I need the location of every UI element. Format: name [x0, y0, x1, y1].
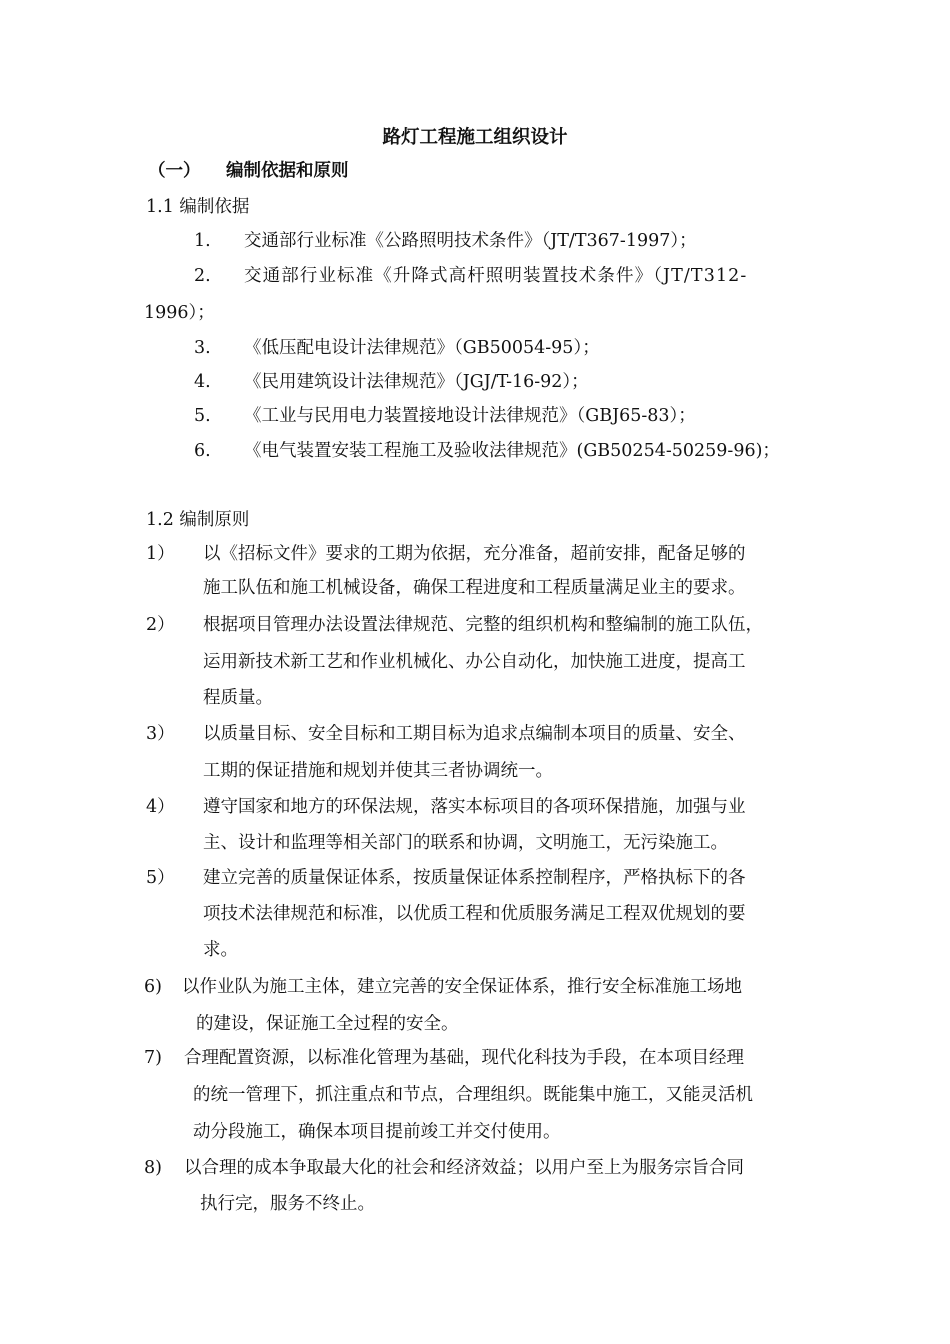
principle-number: 1）	[146, 544, 175, 564]
principle-line: 以合理的成本争取最大化的社会和经济效益；以用户至上为服务宗旨合同	[184, 1158, 744, 1178]
ref-text-continued: 1996）；	[144, 303, 215, 323]
principle-line: 以作业队为施工主体，建立完善的安全保证体系，推行安全标准施工场地	[182, 977, 742, 997]
section-heading: 编制依据和原则	[226, 161, 349, 181]
ref-number: 1.	[194, 231, 211, 251]
principle-line: 根据项目管理办法设置法律规范、完整的组织机构和整编制的施工队伍，	[203, 615, 763, 635]
principle-number: 6)	[144, 977, 162, 997]
principle-number: 5）	[146, 868, 175, 888]
principle-line: 遵守国家和地方的环保法规，落实本标项目的各项环保措施，加强与业	[203, 797, 746, 817]
principle-line: 运用新技术新工艺和作业机械化、办公自动化，加快施工进度，提高工	[203, 652, 746, 672]
principle-number: 8)	[144, 1158, 162, 1178]
ref-number: 4.	[194, 372, 211, 392]
principle-number: 3）	[146, 724, 175, 744]
principle-line: 工期的保证措施和规划并使其三者协调统一。	[203, 761, 553, 781]
principle-line: 程质量。	[203, 688, 273, 708]
principle-number: 4）	[146, 797, 175, 817]
ref-text: 《民用建筑设计法律规范》（JGJ/T-16-92）；	[244, 372, 589, 392]
principle-line: 项技术法律规范和标准，以优质工程和优质服务满足工程双优规划的要	[203, 904, 746, 924]
principle-line: 以质量目标、安全目标和工期目标为追求点编制本项目的质量、安全、	[203, 724, 746, 744]
document-title: 路灯工程施工组织设计	[382, 127, 568, 148]
principle-line: 的建设，保证施工全过程的安全。	[196, 1014, 459, 1034]
principle-line: 的统一管理下，抓注重点和节点，合理组织。既能集中施工，又能灵活机	[193, 1085, 753, 1105]
ref-text: 《电气装置安装工程施工及验收法律规范》(GB50254-50259-96)；	[244, 441, 780, 461]
principle-line: 主、设计和监理等相关部门的联系和协调，文明施工，无污染施工。	[203, 833, 728, 853]
principle-number: 7)	[144, 1048, 162, 1068]
principle-line: 建立完善的质量保证体系，按质量保证体系控制程序，严格执标下的各	[203, 868, 746, 888]
ref-number: 3.	[194, 338, 211, 358]
principle-line: 动分段施工，确保本项目提前竣工并交付使用。	[193, 1122, 561, 1142]
ref-text: 交通部行业标准《升降式高杆照明装置技术条件》（JT/T312-	[244, 266, 748, 286]
subsection-heading: 1.2 编制原则	[146, 510, 250, 530]
ref-text: 交通部行业标准《公路照明技术条件》（JT/T367-1997）；	[244, 231, 697, 251]
ref-number: 2.	[194, 266, 211, 286]
principle-line: 施工队伍和施工机械设备，确保工程进度和工程质量满足业主的要求。	[203, 578, 746, 598]
section-heading-number: （一）	[148, 161, 201, 181]
principle-line: 以《招标文件》要求的工期为依据，充分准备，超前安排，配备足够的	[203, 544, 746, 564]
ref-text: 《工业与民用电力装置接地设计法律规范》（GBJ65-83）；	[244, 406, 696, 426]
subsection-heading: 1.1 编制依据	[146, 197, 250, 217]
principle-line: 求。	[203, 940, 238, 960]
ref-number: 6.	[194, 441, 211, 461]
principle-line: 执行完，服务不终止。	[200, 1194, 375, 1214]
ref-text: 《低压配电设计法律规范》（GB50054-95）；	[244, 338, 600, 358]
principle-line: 合理配置资源，以标准化管理为基础，现代化科技为手段，在本项目经理	[184, 1048, 744, 1068]
ref-number: 5.	[194, 406, 211, 426]
principle-number: 2）	[146, 615, 175, 635]
